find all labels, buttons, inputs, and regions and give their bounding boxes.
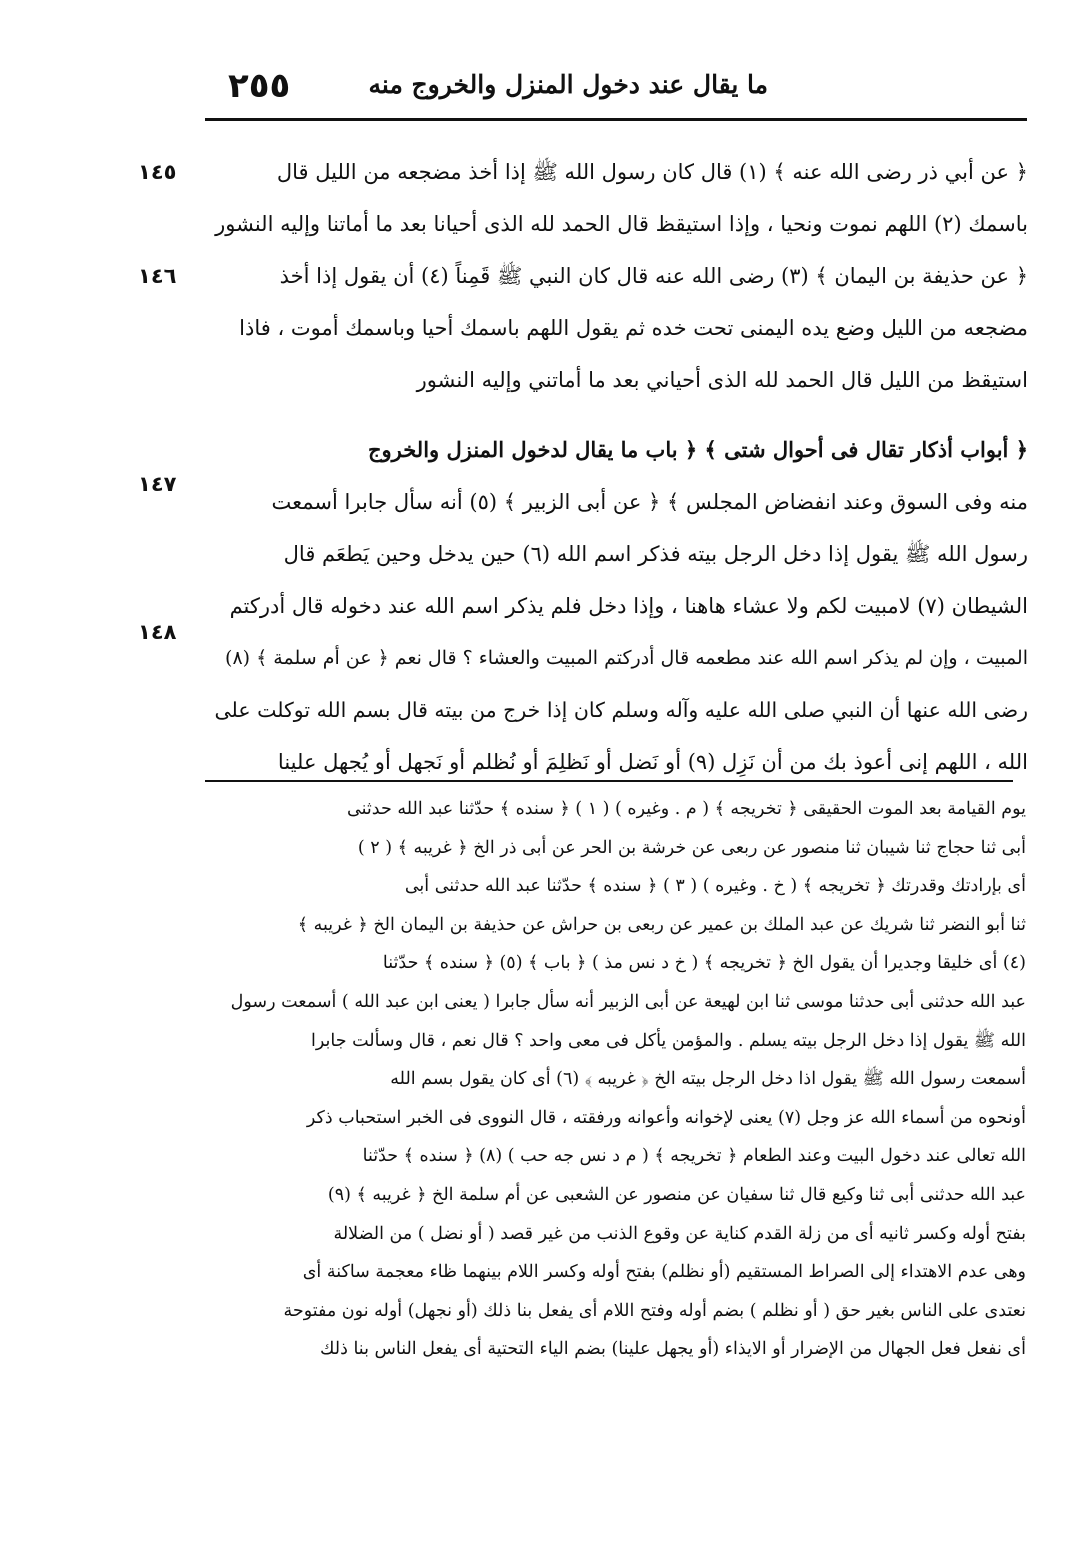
footnote-line: عبد الله حدثنى أبى حدثنا موسى ثنا ابن لهيعة عن أبى الزبير أنه سأل جابرا ( يعنى ابن عبد الله ) أسمعت رسول <box>230 991 1026 1012</box>
section-gap <box>210 406 1028 424</box>
header-rule <box>205 118 1027 121</box>
footnote-line: أبى ثنا حجاج ثنا شيبان ثنا منصور عن ربعى عن خرشة بن الحر عن أبى ذر الخ ﴿ غريبه ﴾ ( ٢ ) <box>357 837 1026 858</box>
footnote-line: أونحوه من أسماء الله عز وجل (٧) يعنى لإخوانه وأعوانه ورفقته ، قال النووى فى الخبر استحباب ذكر <box>306 1107 1026 1128</box>
main-line: رضى الله عنها أن النبي صلى الله عليه وآله وسلم كان إذا خرج من بيته قال بسم الله توكلت على <box>214 698 1028 722</box>
footnote-line: نعتدى على الناس بغير حق ( أو نظلم ) بضم أوله وفتح اللام أى يفعل بنا ذلك (أو نجهل) أوله نون مفتوحة <box>283 1300 1026 1321</box>
main-line: ﴿ عن حذيفة بن اليمان ﴾ (٣) رضى الله عنه قال كان النبي ﷺ قَمِناً (٤) أن يقول إذا أخذ <box>279 264 1028 288</box>
main-line: باسمك (٢) اللهم نموت ونحيا ، وإذا استيقظ قال الحمد لله الذى أحيانا بعد ما أماتنا وإليه النشور <box>215 212 1028 236</box>
footnotes <box>200 790 1026 1369</box>
footnote-divider <box>205 780 1013 782</box>
footnote-line: يوم القيامة بعد الموت الحقيقى ﴿ تخريجه ﴾ ( م . وغيره ) ( ١ ) ﴿ سنده ﴾ حدّثنا عبد الله حدثنى <box>347 799 1026 819</box>
hadith-number: ١٤٥ <box>138 160 177 184</box>
main-line: الشيطان (٧) لامبيت لكم ولا عشاء هاهنا ، وإذا دخل فلم يذكر اسم الله عند دخوله قال أدركتم <box>229 594 1028 618</box>
running-title: ما يقال عند دخول المنزل والخروج منه <box>368 70 768 99</box>
footnote-line: (٤) أى خليقا وجديرا أن يقول الخ ﴿ تخريجه ﴾ ( خ د نس مذ ) ﴿ باب ﴾ (٥) ﴿ سنده ﴾ حدّثنا <box>382 953 1026 974</box>
footnote-line: بفتح أوله وكسر ثانيه أى من زلة القدم كناية عن وقوع الذنب من غير قصد ( أو نضل ) من الضلالة <box>333 1223 1026 1244</box>
main-text <box>210 146 1028 788</box>
footnote-line: أى نفعل فعل الجهال من الإضرار أو الايذاء (أو يجهل علينا) بضم الياء التحتية أى يفعل الناس بنا ذلك <box>320 1339 1026 1360</box>
footnote-line: الله ﷺ يقول إذا دخل الرجل بيته يسلم . والمؤمن يأكل فى معى واحد ؟ قال نعم ، قال وسألت جابرا <box>310 1030 1026 1051</box>
main-line: ﴿ عن أبي ذر رضى الله عنه ﴾ (١) قال كان رسول الله ﷺ إذا أخذ مضجعه من الليل قال <box>276 160 1028 184</box>
footnote-line: عبد الله حدثنى أبى ثنا وكيع قال ثنا سفيان عن منصور عن الشعبى عن أم سلمة الخ ﴿ غريبه ﴾ (٩) <box>327 1184 1026 1205</box>
hadith-number: ١٤٦ <box>138 264 177 288</box>
main-line: استيقظ من الليل قال الحمد لله الذى أحياني بعد ما أماتني وإليه النشور <box>416 368 1028 392</box>
hadith-number: ١٤٨ <box>138 620 177 644</box>
main-line: منه وفى السوق وعند انفضاض المجلس ﴾ ﴿ عن أبى الزبير ﴾ (٥) أنه سأل جابرا أسمعت <box>271 490 1028 514</box>
chapter-heading-line: ﴿ أبواب أذكار تقال فى أحوال شتى ﴾ ﴿ باب ما يقال لدخول المنزل والخروج <box>367 437 1028 462</box>
page-number: ٢٥٥ <box>228 66 291 106</box>
footnote-line: ثنا أبو النضر ثنا شريك عن عبد الملك بن عمير عن ربعى بن حراش عن حذيفة بن اليمان الخ ﴿ غريبه ﴾ <box>297 914 1026 935</box>
footnote-line: وهى عدم الاهتداء إلى الصراط المستقيم (أو نظلم) بفتح أوله وكسر اللام بينهما ظاء معجمة ساكنة أى <box>302 1262 1026 1283</box>
main-line: رسول الله ﷺ يقول إذا دخل الرجل بيته فذكر اسم الله (٦) حين يدخل وحين يَطعَم قال <box>283 542 1028 566</box>
footnote-line: الله تعالى عند دخول البيت وعند الطعام ﴿ تخريجه ﴾ ( م د نس جه حب ) (٨) ﴿ سنده ﴾ حدّثنا <box>362 1146 1026 1167</box>
main-line: مضجعه من الليل وضع يده اليمنى تحت خده ثم يقول اللهم باسمك أحيا وباسمك أموت ، فاذا <box>239 316 1028 340</box>
footnote-line: أى بإرادتك وقدرتك ﴿ تخريجه ﴾ ( خ . وغيره ) ( ٣ ) ﴿ سنده ﴾ حدّثنا عبد الله حدثنى أبى <box>404 876 1026 897</box>
footnote-line: أسمعت رسول الله ﷺ يقول اذا دخل الرجل بيته الخ ﴿ غريبه ﴾ (٦) أى كان يقول بسم الله <box>390 1069 1026 1090</box>
main-line: المبيت ، وإن لم يذكر اسم الله عند مطعمه قال أدركتم المبيت والعشاء ؟ قال نعم ﴿ عن أم سلمة ﴾ (٨) <box>225 647 1028 669</box>
main-line: الله ، اللهم إنى أعوذ بك من أن نَزِل (٩) أو نَضل أو نَظلِمَ أو نُظلم أو نَجهل أو يُجهل علينا <box>277 750 1028 774</box>
page-header <box>218 66 1038 110</box>
hadith-number: ١٤٧ <box>138 472 177 496</box>
